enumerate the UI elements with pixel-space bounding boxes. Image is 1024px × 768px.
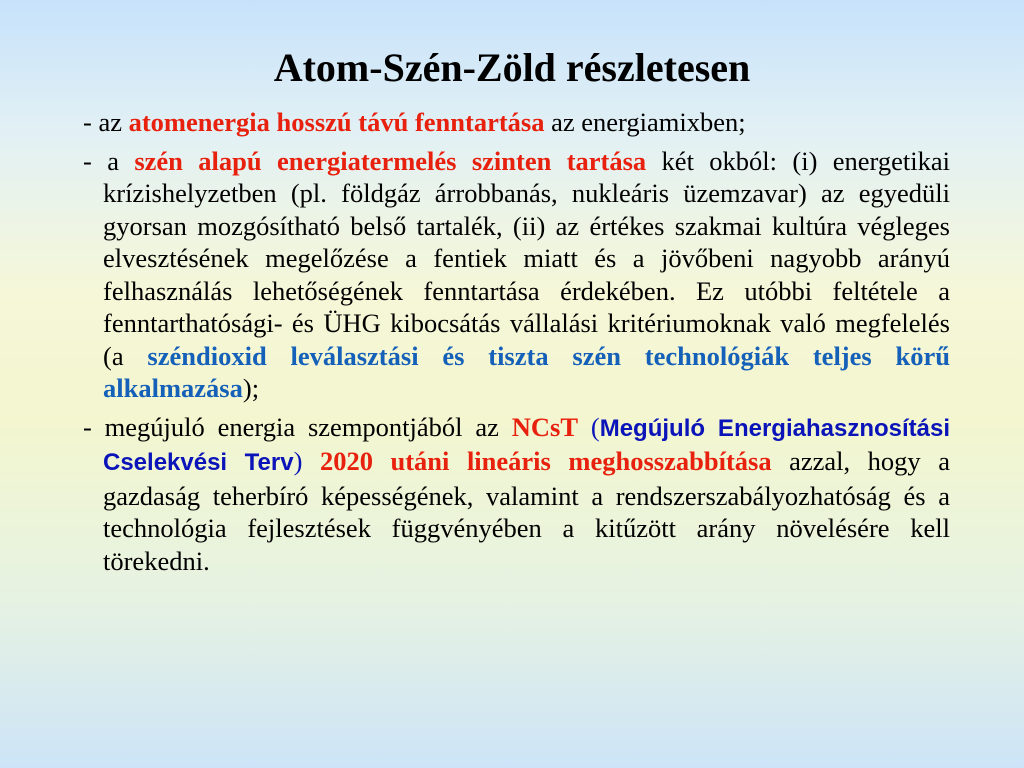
action-plan-name: Megújuló Energiahasznosítási Cselekvési Terv — [103, 414, 951, 476]
bullet-prefix: - a — [83, 145, 135, 176]
bullet-suffix: azzal, hogy a gazdaság teherbíró képességének, valamint a rendszerszabályozhatóság és a technológia fejlesztések függvényében a kitűzött arány növelésére kell törekedni. — [103, 446, 950, 576]
slide-title: Atom-Szén-Zöld részletesen — [273, 45, 751, 90]
bullet-suffix: az energiamixben; — [544, 107, 746, 137]
coal-explanation: két okból: (i) energetikai krízishelyzetben (pl. földgáz árrobbanás, nukleáris üzemzavar) az egyedüli gyorsan mozgósítható belső tartalék, (ii) az értékes szakmai kultúra végleges elvesztésének megelőzése a fentiek miatt és a jövőbeni nagyobb arányú felhasználás lehetőségének fenntartása érdekében. Ez utóbbi feltétele a fenntarthatósági- és ÜHG kibocsátás vállalási kritériumoknak való megfelelés (a — [103, 145, 950, 371]
bullet-suffix: ); — [242, 373, 260, 403]
bullet-item-renewable — [83, 411, 950, 578]
bullet-prefix: - az — [83, 107, 129, 137]
extension-highlight: 2020 utáni lineáris meghosszabbítása — [302, 446, 772, 476]
nuclear-highlight: atomenergia hosszú távú fenntartása — [128, 107, 545, 137]
bullet-item-coal — [83, 145, 950, 405]
coal-highlight: szén alapú energiatermelés szinten tartása — [134, 145, 647, 176]
bullet-prefix: - megújuló energia szempontjából az — [83, 411, 512, 442]
slide-body — [83, 106, 950, 583]
paren-close: ) — [293, 446, 303, 476]
bullet-item-nuclear — [83, 106, 950, 139]
clean-coal-technology-highlight: széndioxid leválasztási és tiszta szén technológiák teljes körű alkalmazása — [103, 340, 951, 403]
ncst-abbreviation: NCsT — [511, 411, 579, 442]
paren-open: ( — [578, 411, 600, 442]
